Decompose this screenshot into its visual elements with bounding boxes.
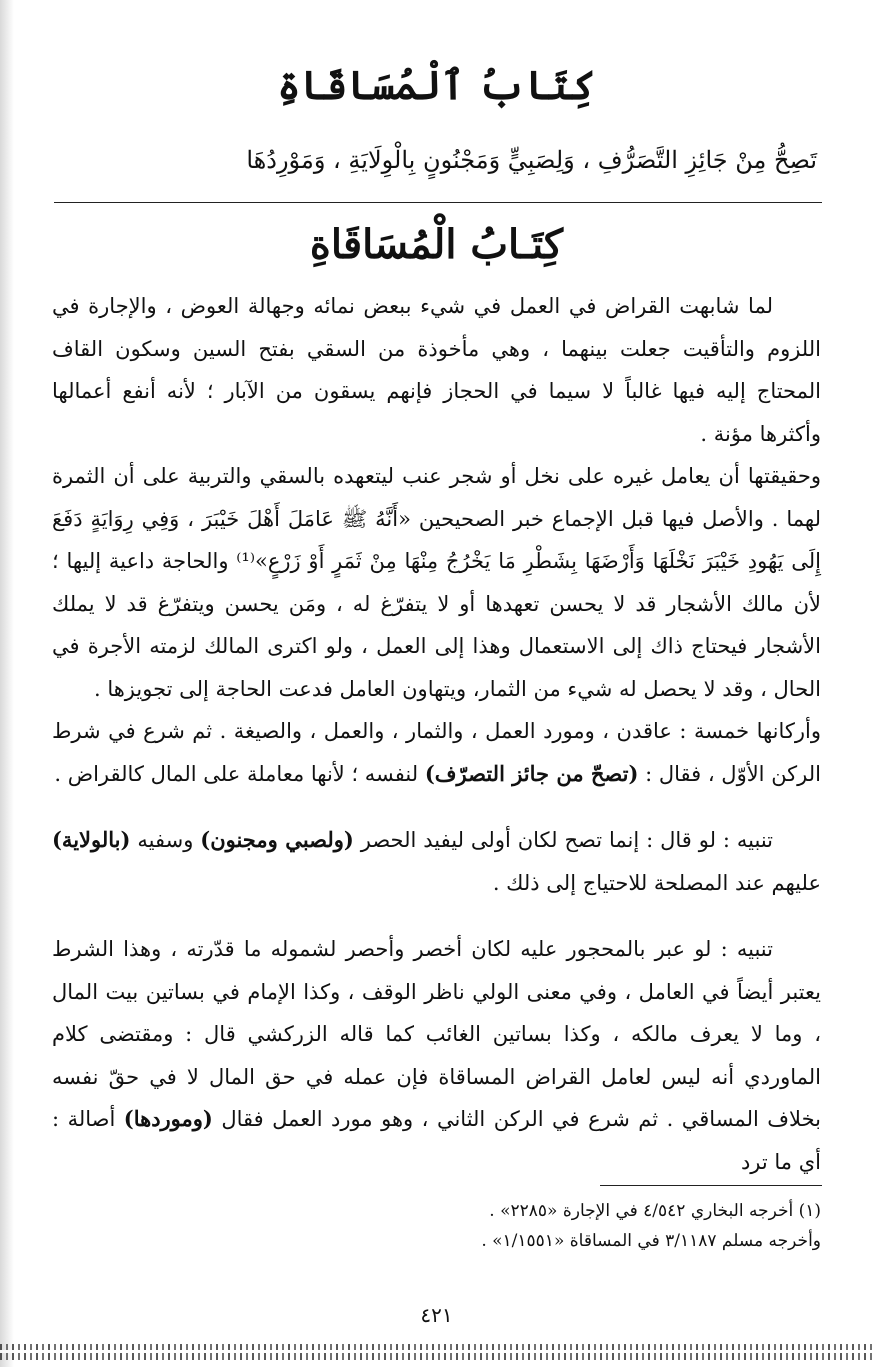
matn-chapter-title: كِتَابُ ٱلْمُسَاقَاةِ [277, 62, 596, 109]
matn-quote-minor: (ولصبي ومجنون) [200, 827, 354, 852]
footnote-divider [600, 1185, 822, 1186]
note2-text-a: تنبيه : لو عبر بالمحجور عليه لكان أخصر وأحصر لشموله ما قدّرته ، وهذا الشرط يعتبر أيضاً في العامل ، وفي معنى الولي ناظر الوقف ، وكذا الإمام في بساتين بيت المال ، وما لا يعرف مالكه ، وكذا بساتين الغائب كما قاله الزركشي قال : ومقتضى كلام الماوردي أنه ليس لعامل القراض المساقاة فإن عمله في حق المال لا في حقّ نفسه بخلاف المساقي . ثم شرع في الركن الثاني ، وهو مورد العمل فقال [52, 937, 821, 1131]
note1-text-e: عليهم عند المصلحة للاحتياج إلى ذلك . [492, 870, 821, 895]
note2-text-c: أصالة : أي ما ترد [52, 1107, 821, 1174]
footnote-1: (١) أخرجه البخاري ٤/٥٤٢ في الإجارة «٢٢٨٥» . [489, 1201, 821, 1221]
note1-text-a: تنبيه : لو قال : إنما تصح لكان أولى ليفيد الحصر [353, 828, 774, 852]
page-number: ٤٢١ [420, 1303, 453, 1327]
sharh-chapter-title: كِتَـابُ الْمُسَاقَاةِ [309, 221, 564, 268]
commentary-body [52, 285, 821, 1183]
matn-quote-subject: (وموردها) [123, 1106, 213, 1131]
decorative-bottom-border [0, 1344, 873, 1360]
paragraph-intro: لما شابهت القراض في العمل في شيء ببعض نمائه وجهالة العوض ، والإجارة في اللزوم والتأقيت جعلت بينهما ، وهي مأخوذة من السقي بفتح السين وسكون القاف المحتاج إليه فيها غالباً لا سيما في الحجاز فإنهم يسقون من الآبار ؛ لأنه أنفع أعمالها وأكثرها مؤنة . [52, 294, 821, 446]
page-edge-shadow [0, 0, 14, 1367]
matn-quote-first-pillar: (تصحّ من جائز التصرّف) [424, 760, 639, 786]
paragraph-note-2 [52, 928, 821, 1183]
paragraph-definition: وحقيقتها أن يعامل غيره على نخل أو شجر عنب ليتعهده بالسقي والتربية على أن الثمرة لهما . والأصل فيها قبل الإجماع خبر الصحيحين «أَنَّهُ ﷺ عَامَلَ أَهْلَ خَيْبَرَ ، وَفِي رِوَايَةٍ دَفَعَ إِلَى يَهُودِ خَيْبَرَ نَخْلَهَا وَأَرْضَهَا بِشَطْرِ مَا يَخْرُجُ مِنْهَا مِنْ ثَمَرٍ أَوْ زَرْعٍ»⁽¹⁾ والحاجة داعية إليها ؛ لأن مالك الأشجار قد لا يحسن تعهدها أو لا يتفرّغ له ، ومَن يحسن ويتفرّغ قد لا يملك الأشجار فيحتاج ذاك إلى الاستعمال وهذا إلى العمل ، ولو اكترى المالك لزمته الأجرة في الحال ، وقد لا يحصل له شيء من الثمار، ويتهاون العامل فدعت الحاجة إلى تجويزها . [52, 464, 821, 701]
footnotes [60, 1196, 821, 1256]
matn-quote-guardianship: (بالولاية) [52, 827, 131, 852]
paragraph-note-1 [52, 819, 821, 904]
footnote-1-continued: وأخرجه مسلم ٣/١١٨٧ في المساقاة «١/١٥٥١» . [481, 1231, 821, 1251]
paragraph-pillars [52, 710, 821, 795]
matn-text-line: تَصِحُّ مِنْ جَائِزِ التَّصَرُّفِ ، وَلِصَبِيٍّ وَمَجْنُونٍ بِالْوِلَايَةِ ، وَمَوْرِدُهَا [246, 146, 817, 174]
pillars-text-c: لنفسه ؛ لأنها معاملة على المال كالقراض . [54, 761, 425, 786]
divider-rule [54, 202, 822, 203]
note1-text-c: وسفيه [130, 828, 201, 852]
pillars-text-a: وأركانها خمسة : عاقدن ، ومورد العمل ، والثمار ، والعمل ، والصيغة . ثم شرع في شرط الركن الأوّل ، فقال : [52, 719, 821, 786]
